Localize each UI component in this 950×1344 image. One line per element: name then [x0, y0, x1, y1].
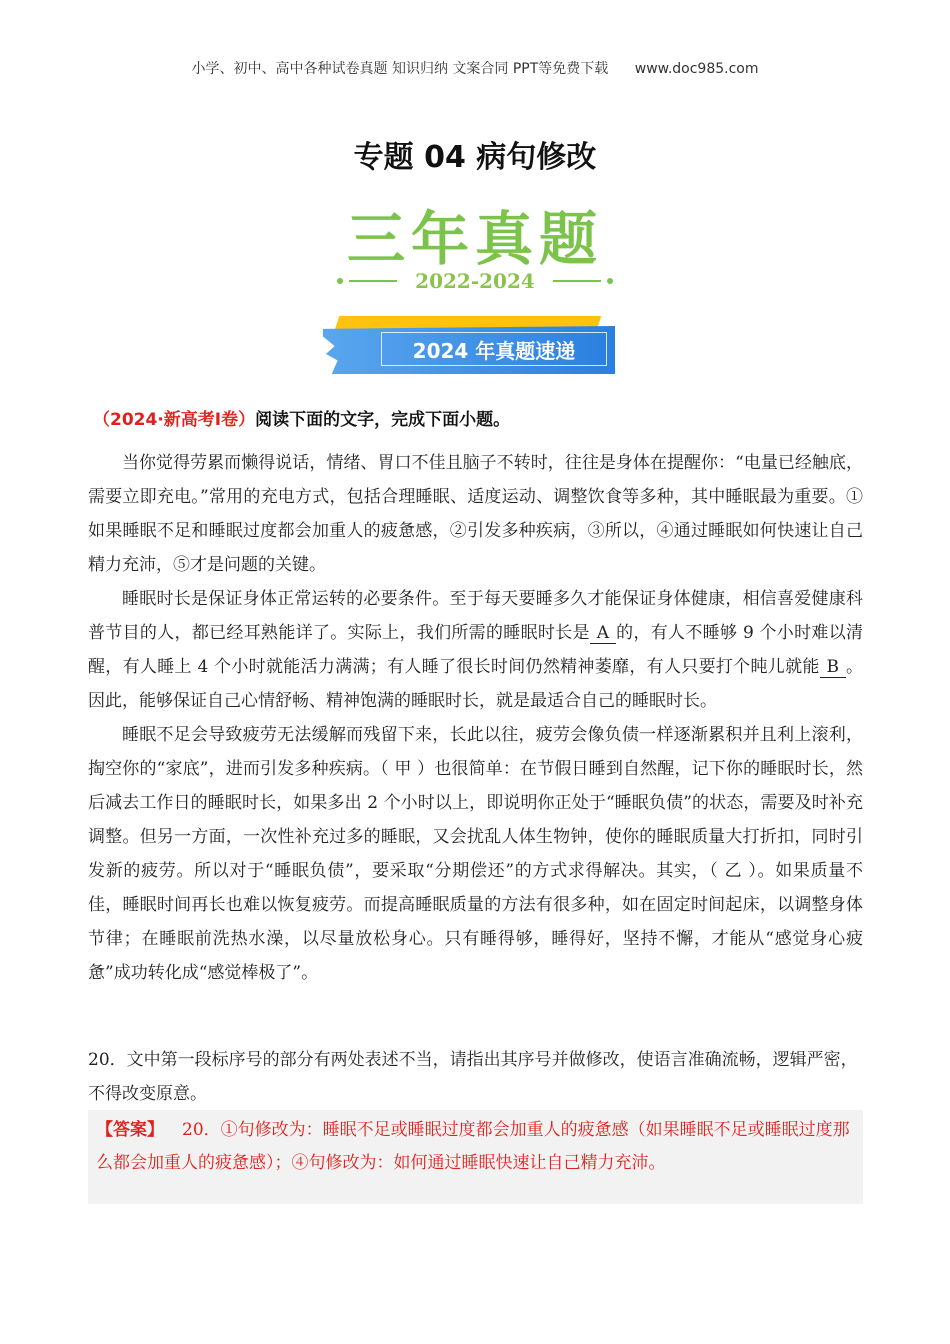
dot-decoration: [337, 278, 343, 284]
banner-label: 2024 年真题速递: [381, 332, 607, 366]
answer-tag: 【答案】: [96, 1120, 164, 1140]
passage-paragraph-1: 当你觉得劳累而懒得说话，情绪、胃口不佳且脑子不转时，往往是身体在提醒你：“电量已经触底，需要立即充电。”常用的充电方式，包括合理睡眠、适度运动、调整饮食等多种，其中睡眠最为重要。①如果睡眠不足和睡眠过度都会加重人的疲惫感，②引发多种疾病，③所以，④通过睡眠如何快速让自己精力充沛，⑤才是问题的关键。: [88, 453, 863, 575]
years-row: [0, 266, 950, 296]
header-url[interactable]: www.doc985.com: [634, 61, 759, 77]
header-text: 小学、初中、高中各种试卷真题 知识归纳 文案合同 PPT等免费下载: [191, 61, 609, 77]
dot-decoration: [607, 278, 613, 284]
question-source: （2024·新高考Ⅰ卷）: [93, 410, 256, 430]
three-year-title: 三年真题: [346, 205, 603, 273]
question-instruction: 阅读下面的文字，完成下面小题。: [255, 410, 511, 430]
question-intro: [93, 405, 873, 430]
passage-paragraph-3: 睡眠不足会导致疲劳无法缓解而残留下来，长此以往，疲劳会像负债一样逐渐累积并且利上滚利，掏空你的“家底”，进而引发多种疾病。（ 甲 ）也很简单：在节假日睡到自然醒，记下你的睡眠时长，然后减去工作日的睡眠时长，如果多出 2 个小时以上，即说明你正处于“睡眠负债”的状态，需要及时补充调整。但另一方面，一次性补充过多的睡眠，又会扰乱人体生物钟，使你的睡眠质量大打折扣，同时引发新的疲劳。所以对于“睡眠负债”，要采取“分期偿还”的方式求得解决。其实，（ 乙 ）。如果质量不佳，睡眠时间再长也难以恢复疲劳。而提高睡眠质量的方法有很多种，如在固定时间起床，以调整身体节律；在睡眠前洗热水澡，以尽量放松身心。只有睡得够，睡得好，坚持不懈，才能从“感觉身心疲惫”成功转化成“感觉棒极了”。: [88, 725, 863, 983]
page-header: [0, 58, 950, 78]
paragraph-2-part-a: 睡眠时长是保证身体正常运转的必要条件。至于每天要睡多久才能保证身体健康，相信喜爱健康科普节目的人，都已经耳熟能详了。实际上，我们所需的睡眠时长是: [88, 589, 863, 643]
reading-passage: [88, 446, 863, 990]
paragraph-2-part-c: 。因此，能够保证自己心情舒畅、精神饱满的睡眠时长，就是最适合自己的睡眠时长。: [88, 657, 864, 711]
paragraph-2-part-b: 的，有人不睡够 9 个小时难以清醒，有人睡上 4 个小时就能活力满满；有人睡了很长时间仍然精神萎靡，有人只要打个盹儿就能: [88, 623, 864, 677]
blank-b: B: [820, 657, 846, 678]
blank-a: A: [590, 623, 616, 644]
question-20: 20．文中第一段标序号的部分有两处表述不当，请指出其序号并做修改，使语言准确流畅，逻辑严密，不得改变原意。: [88, 1050, 858, 1104]
passage-paragraph-2: [88, 582, 863, 718]
dash-decoration: [553, 280, 601, 282]
dash-decoration: [349, 280, 397, 282]
section-banner: [323, 316, 615, 378]
answer-text: 20．①句修改为：睡眠不足或睡眠过度都会加重人的疲惫感（如果睡眠不足或睡眠过度那么都会加重人的疲惫感）；④句修改为：如何通过睡眠快速让自己精力充沛。: [96, 1120, 850, 1173]
years-label: 2022-2024: [415, 269, 535, 293]
page-title: 专题 04 病句修改: [353, 140, 597, 175]
answer-box: [88, 1110, 863, 1204]
